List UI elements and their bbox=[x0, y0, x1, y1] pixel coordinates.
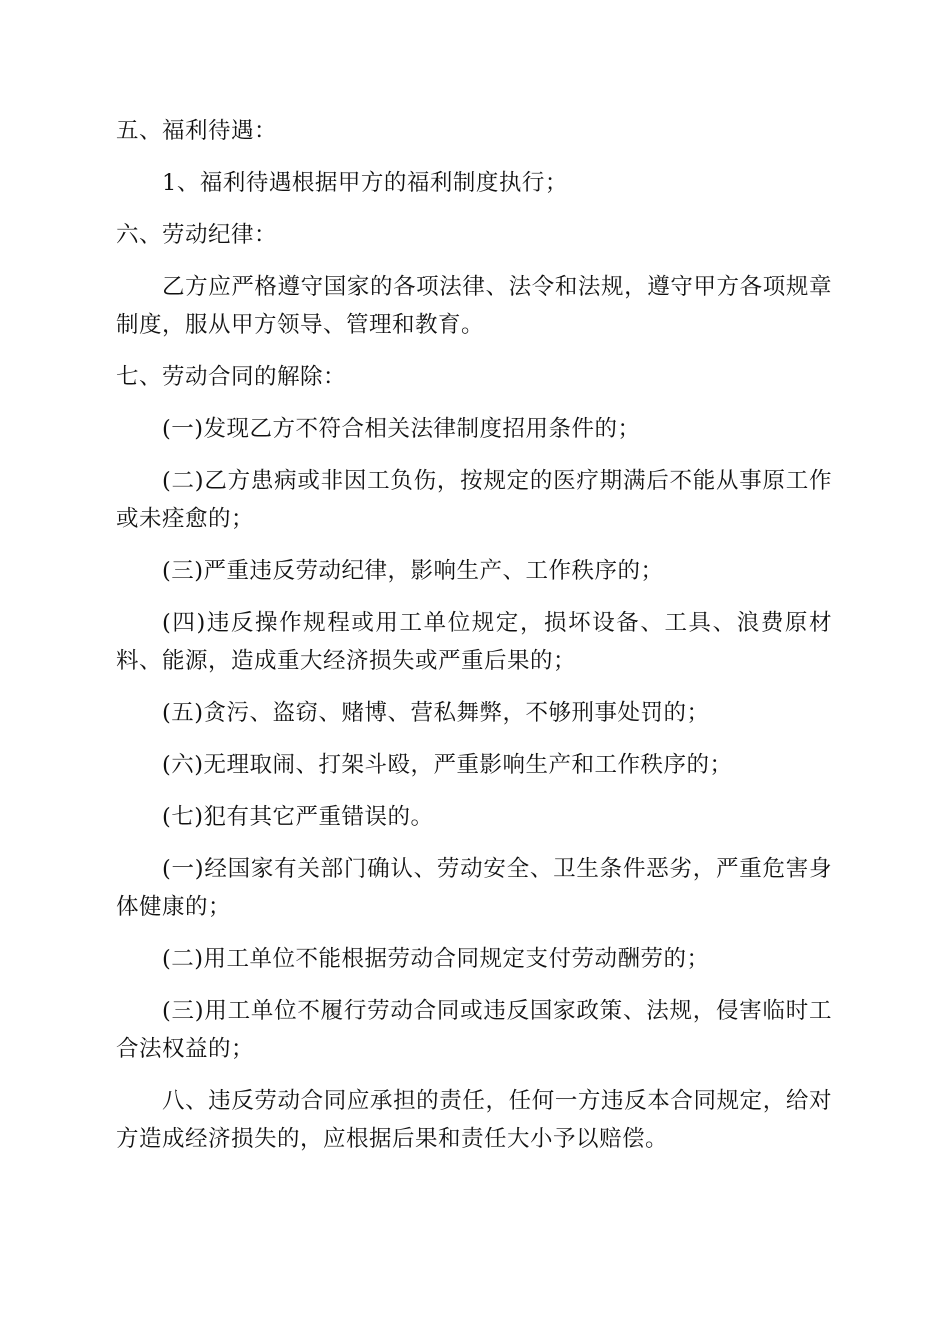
employee-termination-item-3: (三)用工单位不履行劳动合同或违反国家政策、法规，侵害临时工合法权益的； bbox=[116, 998, 832, 1062]
termination-item-1: (一)发现乙方不符合相关法律制度招用条件的； bbox=[162, 416, 641, 442]
employee-termination-item-1: (一)经国家有关部门确认、劳动安全、卫生条件恶劣，严重危害身体健康的； bbox=[116, 856, 832, 920]
welfare-clause-1: 1、福利待遇根据甲方的福利制度执行； bbox=[162, 170, 568, 196]
termination-item-6: (六)无理取闹、打架斗殴，严重影响生产和工作秩序的； bbox=[162, 752, 733, 778]
termination-item-7: (七)犯有其它严重错误的。 bbox=[162, 804, 434, 830]
termination-item-5: (五)贪污、盗窃、赌博、营私舞弊，不够刑事处罚的； bbox=[162, 700, 710, 726]
termination-item-3: (三)严重违反劳动纪律，影响生产、工作秩序的； bbox=[162, 558, 664, 584]
discipline-paragraph: 乙方应严格遵守国家的各项法律、法令和法规，遵守甲方各项规章制度，服从甲方领导、管理和教育。 bbox=[116, 274, 832, 338]
termination-item-4: (四)违反操作规程或用工单位规定，损坏设备、工具、浪费原材料、能源，造成重大经济损失或严重后果的； bbox=[116, 610, 832, 674]
section-heading-discipline: 六、劳动纪律： bbox=[116, 222, 278, 248]
section-heading-welfare: 五、福利待遇： bbox=[116, 118, 278, 144]
document-body bbox=[116, 112, 832, 1172]
section-heading-termination: 七、劳动合同的解除： bbox=[116, 364, 347, 390]
termination-item-2: (二)乙方患病或非因工负伤，按规定的医疗期满后不能从事原工作或未痊愈的； bbox=[116, 468, 832, 532]
employee-termination-item-2: (二)用工单位不能根据劳动合同规定支付劳动酬劳的； bbox=[162, 946, 710, 972]
section-liability-paragraph: 八、违反劳动合同应承担的责任，任何一方违反本合同规定，给对方造成经济损失的，应根据后果和责任大小予以赔偿。 bbox=[116, 1088, 832, 1152]
